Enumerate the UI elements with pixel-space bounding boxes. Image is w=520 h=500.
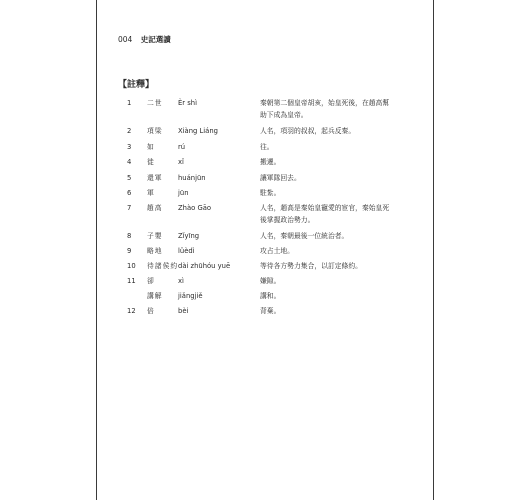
note-term: 項梁 bbox=[147, 127, 163, 135]
note-number: 11 bbox=[127, 277, 136, 285]
note-number: 9 bbox=[127, 247, 132, 255]
note-pinyin: xǐ bbox=[178, 158, 184, 166]
note-term: 講解 bbox=[147, 292, 163, 300]
note-definition: 讓軍隊回去。 bbox=[260, 174, 301, 182]
note-definition: 人名，項羽的叔叔，起兵反秦。 bbox=[260, 127, 356, 135]
note-pinyin: lüèdì bbox=[178, 247, 195, 255]
note-number: 6 bbox=[127, 189, 132, 197]
note-term: 還軍 bbox=[147, 174, 163, 182]
note-definition: 攻占土地。 bbox=[260, 247, 294, 255]
section-title: 【註釋】 bbox=[118, 80, 155, 90]
note-term: 如 bbox=[147, 143, 155, 151]
note-term: 軍 bbox=[147, 189, 155, 197]
note-definition: 搬遷。 bbox=[260, 158, 281, 166]
note-term: 二世 bbox=[147, 99, 163, 107]
note-number: 4 bbox=[127, 158, 132, 166]
note-pinyin: Zǐyīng bbox=[178, 232, 200, 240]
note-term: 略地 bbox=[147, 247, 163, 255]
note-number: 3 bbox=[127, 143, 132, 151]
note-definition: 講和。 bbox=[260, 292, 281, 300]
note-pinyin: Zhào Gāo bbox=[178, 204, 212, 212]
note-definition: 等待各方勢力集合，以訂定條約。 bbox=[260, 262, 362, 270]
note-pinyin: Èr shì bbox=[178, 99, 197, 107]
note-number: 2 bbox=[127, 127, 132, 135]
note-number: 10 bbox=[127, 262, 136, 270]
note-term: 徙 bbox=[147, 158, 155, 166]
note-number: 8 bbox=[127, 232, 132, 240]
note-term: 子嬰 bbox=[147, 232, 163, 240]
note-definition: 人名，趙高是秦始皇寵愛的宦官，秦始皇死後掌握政治勢力。 bbox=[260, 204, 390, 224]
page-number: 004 bbox=[118, 35, 133, 44]
note-term: 卻 bbox=[147, 277, 155, 285]
note-term: 趙高 bbox=[147, 204, 163, 212]
note-pinyin: Xiàng Liáng bbox=[178, 127, 218, 135]
running-header bbox=[118, 34, 171, 45]
note-pinyin: xì bbox=[178, 277, 184, 285]
note-definition: 往。 bbox=[260, 143, 274, 151]
note-pinyin: jūn bbox=[178, 189, 189, 197]
note-pinyin: bèi bbox=[178, 307, 189, 315]
note-definition: 嫌隙。 bbox=[260, 277, 281, 285]
note-number: 12 bbox=[127, 307, 136, 315]
note-number: 7 bbox=[127, 204, 132, 212]
note-pinyin: huánjūn bbox=[178, 174, 206, 182]
note-definition: 背棄。 bbox=[260, 307, 281, 315]
note-term: 待諸侯約 bbox=[147, 262, 179, 270]
note-pinyin: dài zhūhóu yuē bbox=[178, 262, 231, 270]
note-term: 倍 bbox=[147, 307, 155, 315]
note-definition: 人名，秦朝最後一位統治者。 bbox=[260, 232, 349, 240]
note-pinyin: jiǎngjiě bbox=[178, 292, 203, 300]
note-definition: 秦朝第二個皇帝胡亥，始皇死後，在趙高幫助下成為皇帝。 bbox=[260, 99, 390, 119]
note-pinyin: rú bbox=[178, 143, 186, 151]
book-title: 史記選讀 bbox=[140, 35, 171, 44]
note-number: 5 bbox=[127, 174, 132, 182]
note-definition: 駐紮。 bbox=[260, 189, 281, 197]
note-number: 1 bbox=[127, 99, 132, 107]
